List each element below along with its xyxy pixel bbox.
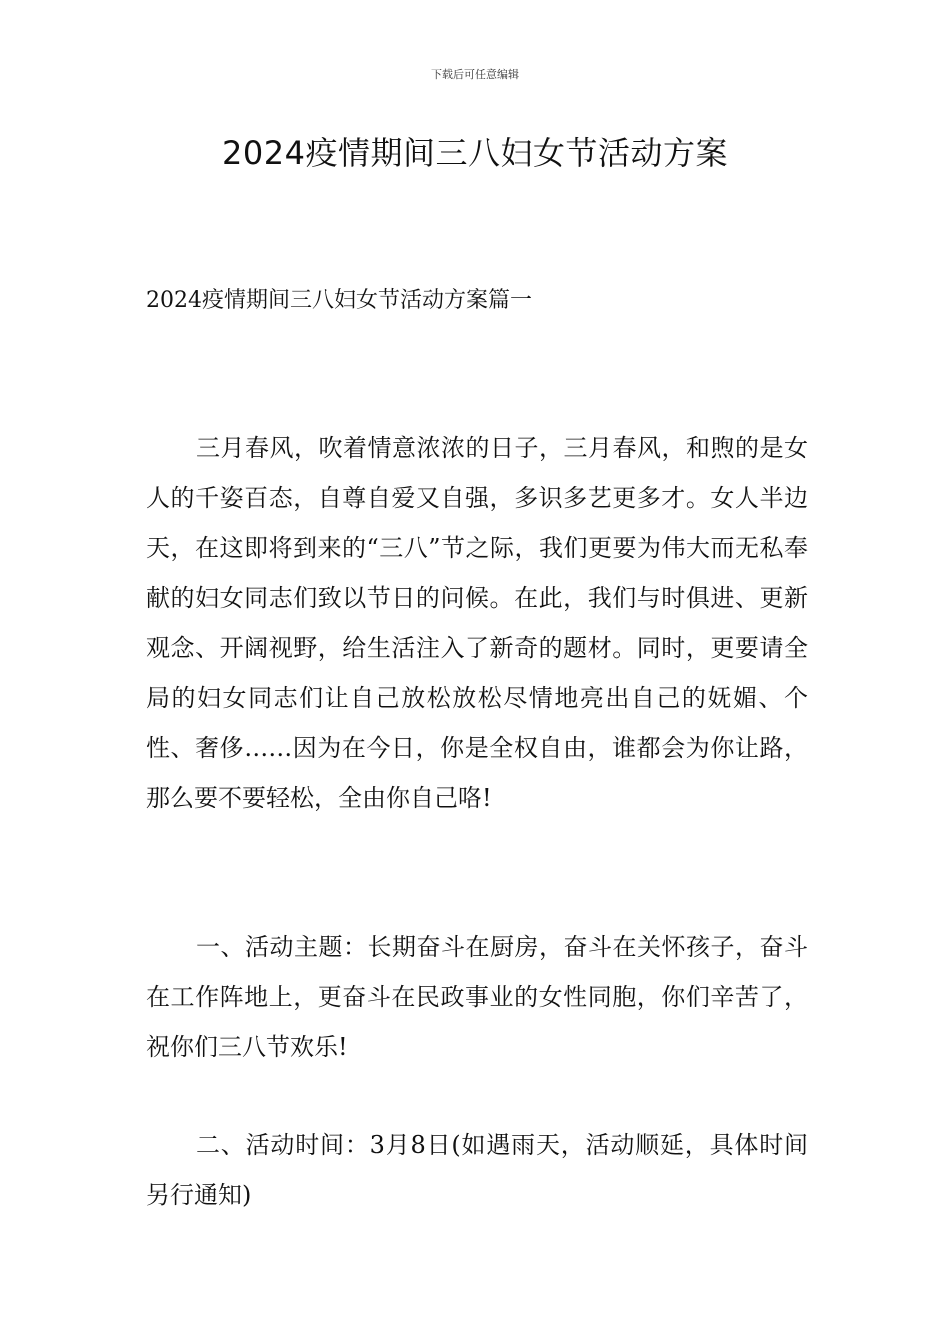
header-note: 下载后可任意编辑 [431, 68, 519, 81]
intro-paragraph: 三月春风，吹着情意浓浓的日子，三月春风，和煦的是女人的千姿百态，自尊自爱又自强，多识多艺更多才。女人半边天，在这即将到来的“三八”节之际，我们更要为伟大而无私奉献的妇女同志们致以节日的问候。在此，我们与时俱进、更新观念、开阔视野，给生活注入了新奇的题材。同时，更要请全局的妇女同志们让自己放松放松尽情地亮出自己的妩媚、个性、奢侈……因为在今日，你是全权自由，谁都会为你让路，那么要不要轻松，全由你自己咯! [146, 434, 808, 812]
activity-theme-paragraph: 一、活动主题：长期奋斗在厨房，奋斗在关怀孩子，奋斗在工作阵地上，更奋斗在民政事业的女性同胞，你们辛苦了，祝你们三八节欢乐! [146, 933, 808, 1061]
document-title: 2024疫情期间三八妇女节活动方案 [222, 134, 728, 172]
section-heading: 2024疫情期间三八妇女节活动方案篇一 [146, 288, 532, 313]
activity-time-paragraph: 二、活动时间：3月8日(如遇雨天，活动顺延，具体时间另行通知) [146, 1131, 808, 1209]
